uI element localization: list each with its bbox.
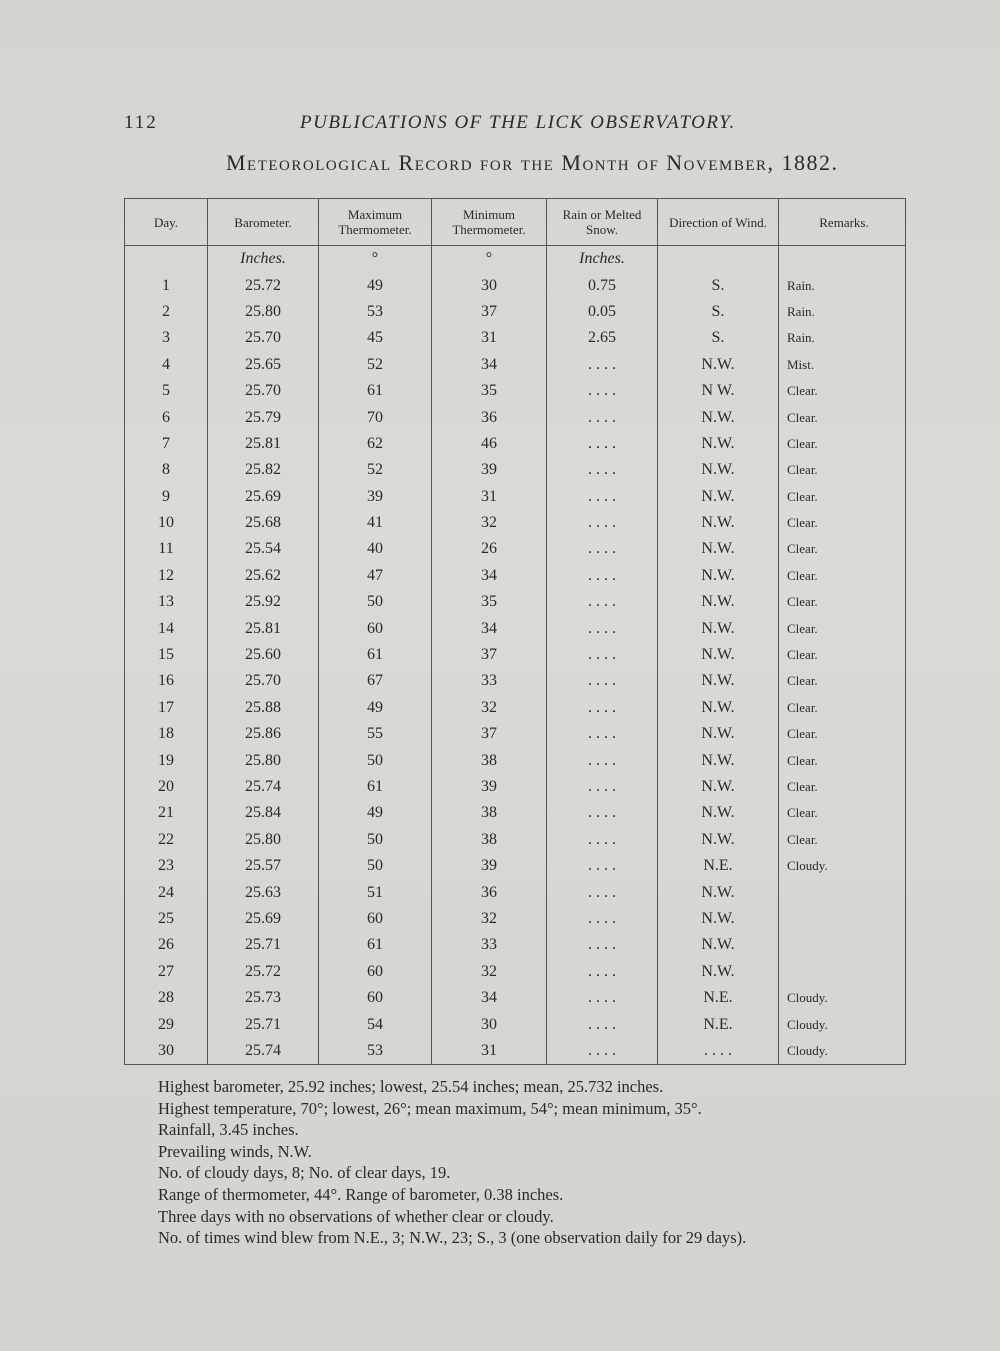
cell-rain: . . . .	[547, 853, 658, 879]
cell-rain: . . . .	[547, 959, 658, 985]
cell-wind: N.W.	[658, 404, 779, 430]
cell-remarks: Clear.	[779, 431, 906, 457]
cell-rain: . . . .	[547, 879, 658, 905]
cell-rain: . . . .	[547, 906, 658, 932]
cell-day: 15	[125, 642, 208, 668]
cell-day: 5	[125, 378, 208, 404]
cell-min-thermometer: 39	[432, 774, 547, 800]
cell-min-thermometer: 34	[432, 563, 547, 589]
cell-barometer: 25.72	[208, 959, 319, 985]
cell-day: 1	[125, 272, 208, 298]
cell-barometer: 25.54	[208, 536, 319, 562]
cell-min-thermometer: 30	[432, 272, 547, 298]
cell-wind: N.W.	[658, 668, 779, 694]
cell-min-thermometer: 39	[432, 457, 547, 483]
cell-wind: N.W.	[658, 721, 779, 747]
cell-wind: S.	[658, 272, 779, 298]
cell-max-thermometer: 50	[319, 747, 432, 773]
summary-line: Highest temperature, 70°; lowest, 26°; mean maximum, 54°; mean minimum, 35°.	[158, 1098, 702, 1118]
cell-barometer: 25.81	[208, 431, 319, 457]
table-row	[125, 484, 906, 510]
cell-barometer: 25.92	[208, 589, 319, 615]
cell-remarks: Clear.	[779, 721, 906, 747]
cell-max-thermometer: 39	[319, 484, 432, 510]
cell-max-thermometer: 54	[319, 1011, 432, 1037]
table-row	[125, 959, 906, 985]
table-row	[125, 299, 906, 325]
cell-wind: N.W.	[658, 827, 779, 853]
cell-min-thermometer: 37	[432, 721, 547, 747]
summary-line: Three days with no observations of whether clear or cloudy.	[158, 1206, 554, 1226]
cell-rain: 0.75	[547, 272, 658, 298]
cell-day: 3	[125, 325, 208, 351]
cell-day: 12	[125, 563, 208, 589]
summary-line: Rainfall, 3.45 inches.	[158, 1120, 299, 1140]
cell-min-thermometer: 36	[432, 404, 547, 430]
table-row	[125, 800, 906, 826]
cell-barometer: 25.70	[208, 325, 319, 351]
cell-max-thermometer: 45	[319, 325, 432, 351]
cell-rain: . . . .	[547, 615, 658, 641]
cell-remarks: Cloudy.	[779, 1011, 906, 1037]
cell-barometer: 25.71	[208, 1011, 319, 1037]
cell-wind: N.W.	[658, 774, 779, 800]
table-row	[125, 352, 906, 378]
cell-barometer: 25.80	[208, 827, 319, 853]
cell-barometer: 25.57	[208, 853, 319, 879]
cell-max-thermometer: 61	[319, 932, 432, 958]
table-row	[125, 431, 906, 457]
cell-barometer: 25.70	[208, 668, 319, 694]
table-row	[125, 510, 906, 536]
table-row	[125, 589, 906, 615]
cell-min-thermometer: 38	[432, 800, 547, 826]
table-row	[125, 721, 906, 747]
cell-remarks: Clear.	[779, 510, 906, 536]
cell-max-thermometer: 55	[319, 721, 432, 747]
table-row	[125, 325, 906, 351]
cell-min-thermometer: 38	[432, 827, 547, 853]
cell-max-thermometer: 60	[319, 959, 432, 985]
cell-barometer: 25.69	[208, 906, 319, 932]
cell-wind: N.W.	[658, 589, 779, 615]
cell-remarks	[779, 932, 906, 958]
cell-barometer: 25.80	[208, 747, 319, 773]
cell-barometer: 25.86	[208, 721, 319, 747]
record-title: Meteorological Record for the Month of November, 1882.	[226, 150, 839, 175]
cell-remarks: Clear.	[779, 695, 906, 721]
cell-remarks: Clear.	[779, 457, 906, 483]
cell-rain: . . . .	[547, 589, 658, 615]
cell-min-thermometer: 30	[432, 1011, 547, 1037]
cell-wind: N.W.	[658, 695, 779, 721]
cell-remarks: Cloudy.	[779, 1038, 906, 1065]
cell-wind: N.W.	[658, 431, 779, 457]
cell-min-thermometer: 32	[432, 959, 547, 985]
cell-wind: N.E.	[658, 853, 779, 879]
cell-barometer: 25.65	[208, 352, 319, 378]
table-row	[125, 378, 906, 404]
unit-rain: Inches.	[547, 246, 658, 273]
cell-barometer: 25.82	[208, 457, 319, 483]
page-number: 112	[124, 112, 158, 133]
cell-rain: . . . .	[547, 747, 658, 773]
cell-max-thermometer: 40	[319, 536, 432, 562]
cell-wind: N.W.	[658, 615, 779, 641]
cell-wind: N.W.	[658, 563, 779, 589]
table-row	[125, 906, 906, 932]
summary-line: Range of thermometer, 44°. Range of barometer, 0.38 inches.	[158, 1184, 564, 1204]
table-row	[125, 747, 906, 773]
table-row	[125, 879, 906, 905]
cell-barometer: 25.73	[208, 985, 319, 1011]
cell-rain: . . . .	[547, 695, 658, 721]
cell-wind: S.	[658, 325, 779, 351]
cell-remarks: Clear.	[779, 747, 906, 773]
cell-day: 19	[125, 747, 208, 773]
cell-min-thermometer: 39	[432, 853, 547, 879]
cell-barometer: 25.63	[208, 879, 319, 905]
cell-min-thermometer: 31	[432, 1038, 547, 1065]
unit-min-thermometer: °	[432, 246, 547, 273]
cell-remarks: Clear.	[779, 563, 906, 589]
cell-remarks: Clear.	[779, 800, 906, 826]
cell-max-thermometer: 61	[319, 642, 432, 668]
cell-day: 24	[125, 879, 208, 905]
cell-day: 30	[125, 1038, 208, 1065]
cell-barometer: 25.60	[208, 642, 319, 668]
cell-rain: . . . .	[547, 1038, 658, 1065]
cell-barometer: 25.69	[208, 484, 319, 510]
cell-max-thermometer: 51	[319, 879, 432, 905]
column-header-rain: Rain or Melted Snow.	[547, 199, 658, 246]
cell-rain: . . . .	[547, 457, 658, 483]
cell-day: 20	[125, 774, 208, 800]
table-row	[125, 563, 906, 589]
cell-rain: . . . .	[547, 668, 658, 694]
cell-remarks: Clear.	[779, 774, 906, 800]
cell-wind: N.E.	[658, 1011, 779, 1037]
cell-wind: N.W.	[658, 536, 779, 562]
cell-max-thermometer: 49	[319, 800, 432, 826]
cell-rain: . . . .	[547, 352, 658, 378]
cell-wind: S.	[658, 299, 779, 325]
cell-day: 25	[125, 906, 208, 932]
cell-wind: N.W.	[658, 510, 779, 536]
unit-max-thermometer: °	[319, 246, 432, 273]
cell-day: 27	[125, 959, 208, 985]
column-header-wind: Direction of Wind.	[658, 199, 779, 246]
cell-wind: N.W.	[658, 457, 779, 483]
cell-day: 14	[125, 615, 208, 641]
cell-wind: N.W.	[658, 879, 779, 905]
table-row	[125, 668, 906, 694]
cell-barometer: 25.68	[208, 510, 319, 536]
cell-min-thermometer: 46	[432, 431, 547, 457]
cell-rain: . . . .	[547, 510, 658, 536]
cell-remarks: Clear.	[779, 615, 906, 641]
table-row	[125, 853, 906, 879]
column-header-max-thermometer: Maximum Thermometer.	[319, 199, 432, 246]
column-header-remarks: Remarks.	[779, 199, 906, 246]
summary-line: No. of cloudy days, 8; No. of clear days, 19.	[158, 1163, 451, 1183]
cell-rain: . . . .	[547, 484, 658, 510]
cell-remarks: Rain.	[779, 325, 906, 351]
table-row	[125, 404, 906, 430]
cell-day: 21	[125, 800, 208, 826]
cell-barometer: 25.74	[208, 1038, 319, 1065]
cell-min-thermometer: 33	[432, 932, 547, 958]
cell-max-thermometer: 50	[319, 853, 432, 879]
table-row	[125, 932, 906, 958]
running-head: PUBLICATIONS OF THE LICK OBSERVATORY.	[300, 112, 736, 133]
cell-barometer: 25.70	[208, 378, 319, 404]
column-header-day: Day.	[125, 199, 208, 246]
cell-rain: . . . .	[547, 378, 658, 404]
cell-rain: . . . .	[547, 563, 658, 589]
cell-rain: 2.65	[547, 325, 658, 351]
cell-remarks: Clear.	[779, 484, 906, 510]
table-row	[125, 457, 906, 483]
cell-remarks: Clear.	[779, 642, 906, 668]
cell-remarks: Clear.	[779, 589, 906, 615]
cell-max-thermometer: 53	[319, 1038, 432, 1065]
cell-rain: . . . .	[547, 721, 658, 747]
units-row	[125, 246, 906, 273]
cell-day: 29	[125, 1011, 208, 1037]
cell-min-thermometer: 36	[432, 879, 547, 905]
cell-min-thermometer: 37	[432, 299, 547, 325]
cell-remarks: Rain.	[779, 299, 906, 325]
cell-wind: N.W.	[658, 484, 779, 510]
cell-day: 17	[125, 695, 208, 721]
cell-min-thermometer: 35	[432, 378, 547, 404]
cell-max-thermometer: 50	[319, 589, 432, 615]
cell-day: 13	[125, 589, 208, 615]
cell-max-thermometer: 61	[319, 378, 432, 404]
unit-remarks	[779, 246, 906, 273]
cell-barometer: 25.81	[208, 615, 319, 641]
cell-day: 22	[125, 827, 208, 853]
cell-barometer: 25.80	[208, 299, 319, 325]
cell-max-thermometer: 67	[319, 668, 432, 694]
cell-max-thermometer: 50	[319, 827, 432, 853]
cell-day: 26	[125, 932, 208, 958]
cell-barometer: 25.74	[208, 774, 319, 800]
cell-remarks: Clear.	[779, 404, 906, 430]
cell-min-thermometer: 31	[432, 325, 547, 351]
cell-rain: . . . .	[547, 404, 658, 430]
cell-rain: . . . .	[547, 431, 658, 457]
cell-remarks	[779, 906, 906, 932]
cell-remarks: Clear.	[779, 378, 906, 404]
cell-day: 23	[125, 853, 208, 879]
cell-rain: . . . .	[547, 827, 658, 853]
table-row	[125, 615, 906, 641]
cell-rain: . . . .	[547, 932, 658, 958]
cell-day: 16	[125, 668, 208, 694]
cell-day: 2	[125, 299, 208, 325]
cell-barometer: 25.72	[208, 272, 319, 298]
cell-day: 28	[125, 985, 208, 1011]
cell-max-thermometer: 47	[319, 563, 432, 589]
cell-rain: . . . .	[547, 642, 658, 668]
cell-wind: N.W.	[658, 906, 779, 932]
cell-remarks: Clear.	[779, 668, 906, 694]
table-row	[125, 272, 906, 298]
cell-min-thermometer: 37	[432, 642, 547, 668]
cell-max-thermometer: 53	[319, 299, 432, 325]
cell-day: 10	[125, 510, 208, 536]
cell-remarks: Clear.	[779, 536, 906, 562]
table-row	[125, 695, 906, 721]
cell-min-thermometer: 33	[432, 668, 547, 694]
cell-min-thermometer: 34	[432, 352, 547, 378]
unit-wind	[658, 246, 779, 273]
cell-rain: . . . .	[547, 1011, 658, 1037]
cell-wind: N.E.	[658, 985, 779, 1011]
cell-max-thermometer: 60	[319, 906, 432, 932]
cell-max-thermometer: 41	[319, 510, 432, 536]
cell-rain: . . . .	[547, 774, 658, 800]
cell-min-thermometer: 26	[432, 536, 547, 562]
table-row	[125, 642, 906, 668]
cell-min-thermometer: 31	[432, 484, 547, 510]
cell-day: 4	[125, 352, 208, 378]
table-row	[125, 774, 906, 800]
cell-min-thermometer: 32	[432, 906, 547, 932]
cell-day: 8	[125, 457, 208, 483]
cell-max-thermometer: 60	[319, 985, 432, 1011]
summary-line: No. of times wind blew from N.E., 3; N.W., 23; S., 3 (one observation daily for 29 days).	[158, 1228, 747, 1248]
cell-wind: N.W.	[658, 642, 779, 668]
cell-min-thermometer: 35	[432, 589, 547, 615]
cell-day: 11	[125, 536, 208, 562]
cell-wind: N.W.	[658, 747, 779, 773]
cell-max-thermometer: 61	[319, 774, 432, 800]
cell-barometer: 25.62	[208, 563, 319, 589]
column-header-min-thermometer: Minimum Thermometer.	[432, 199, 547, 246]
cell-max-thermometer: 49	[319, 272, 432, 298]
cell-barometer: 25.79	[208, 404, 319, 430]
summary-notes	[158, 1076, 746, 1249]
cell-barometer: 25.84	[208, 800, 319, 826]
cell-max-thermometer: 60	[319, 615, 432, 641]
cell-remarks: Rain.	[779, 272, 906, 298]
cell-wind: N.W.	[658, 932, 779, 958]
cell-wind: N.W.	[658, 959, 779, 985]
table-row	[125, 1011, 906, 1037]
cell-day: 9	[125, 484, 208, 510]
cell-max-thermometer: 62	[319, 431, 432, 457]
cell-rain: . . . .	[547, 800, 658, 826]
summary-line: Highest barometer, 25.92 inches; lowest, 25.54 inches; mean, 25.732 inches.	[158, 1077, 664, 1096]
cell-wind: N.W.	[658, 352, 779, 378]
meteorological-table	[124, 198, 906, 1065]
cell-remarks	[779, 959, 906, 985]
cell-max-thermometer: 70	[319, 404, 432, 430]
unit-barometer: Inches.	[208, 246, 319, 273]
cell-remarks: Clear.	[779, 827, 906, 853]
cell-min-thermometer: 34	[432, 615, 547, 641]
cell-min-thermometer: 32	[432, 695, 547, 721]
cell-remarks: Mist.	[779, 352, 906, 378]
cell-barometer: 25.88	[208, 695, 319, 721]
cell-rain: . . . .	[547, 536, 658, 562]
unit-day	[125, 246, 208, 273]
cell-wind: N W.	[658, 378, 779, 404]
cell-day: 18	[125, 721, 208, 747]
cell-max-thermometer: 52	[319, 352, 432, 378]
summary-line: Prevailing winds, N.W.	[158, 1141, 312, 1161]
cell-remarks: Cloudy.	[779, 985, 906, 1011]
cell-remarks	[779, 879, 906, 905]
table-row	[125, 536, 906, 562]
cell-wind: N.W.	[658, 800, 779, 826]
cell-day: 7	[125, 431, 208, 457]
table-row	[125, 1038, 906, 1065]
cell-wind: . . . .	[658, 1038, 779, 1065]
cell-max-thermometer: 49	[319, 695, 432, 721]
column-header-barometer: Barometer.	[208, 199, 319, 246]
table-header-row	[125, 199, 906, 246]
cell-day: 6	[125, 404, 208, 430]
cell-rain: . . . .	[547, 985, 658, 1011]
cell-min-thermometer: 32	[432, 510, 547, 536]
table-row	[125, 985, 906, 1011]
cell-remarks: Cloudy.	[779, 853, 906, 879]
cell-min-thermometer: 34	[432, 985, 547, 1011]
cell-rain: 0.05	[547, 299, 658, 325]
cell-barometer: 25.71	[208, 932, 319, 958]
cell-max-thermometer: 52	[319, 457, 432, 483]
table-row	[125, 827, 906, 853]
cell-min-thermometer: 38	[432, 747, 547, 773]
